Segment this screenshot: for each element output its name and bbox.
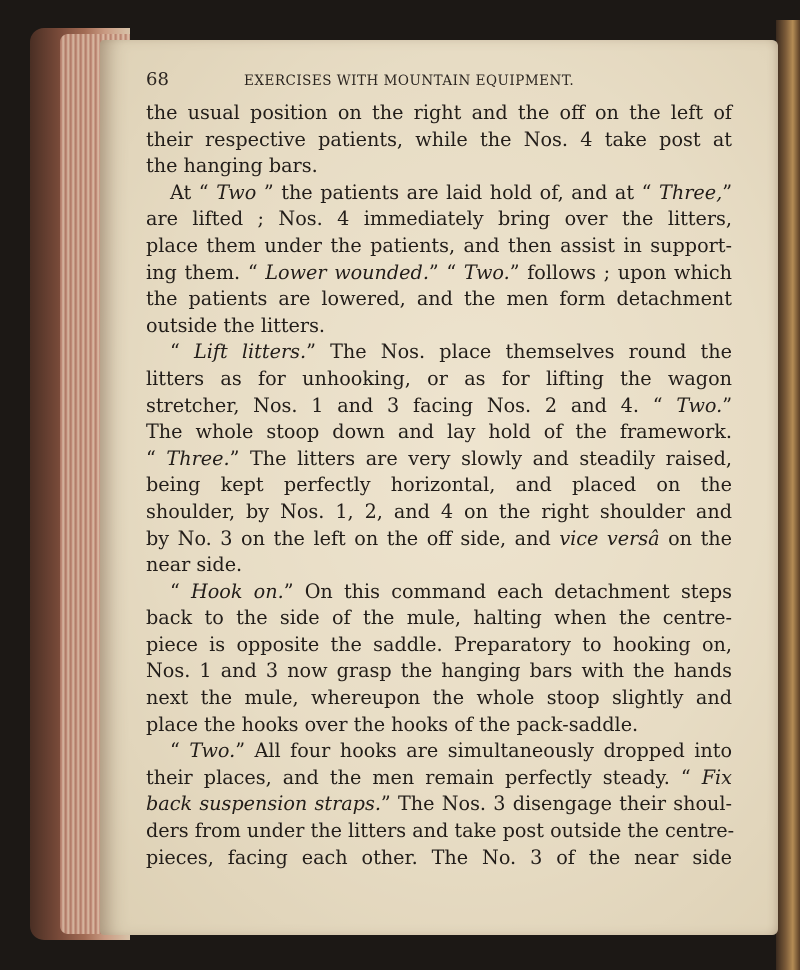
text-line <box>146 765 732 792</box>
text-line <box>146 419 732 446</box>
text-run: “ <box>170 739 190 763</box>
text-line <box>146 712 732 739</box>
text-line <box>146 233 732 260</box>
text-run: Fix <box>701 765 732 789</box>
text-line <box>146 605 732 632</box>
text-run: stretcher, Nos. 1 and 3 facing Nos. 2 and 4. “ <box>146 393 677 417</box>
running-head: EXERCISES WITH MOUNTAIN EQUIPMENT. <box>244 73 575 89</box>
text-run: by No. 3 on the left on the off side, and <box>146 526 560 550</box>
text-line <box>146 100 732 127</box>
text-run: Two <box>216 180 257 204</box>
text-run: their respective patients, while the Nos. 4 take post at <box>146 127 732 151</box>
text-line <box>146 393 732 420</box>
text-run: piece is opposite the saddle. Preparatory to hooking on, <box>146 632 732 656</box>
text-run: the hanging bars. <box>146 154 318 178</box>
text-run: Lift litters. <box>194 340 307 364</box>
text-run: on the <box>659 526 733 550</box>
text-line <box>146 260 732 287</box>
text-run: ” The litters are very slowly and steadily raised, <box>229 446 732 470</box>
text-run: are lifted ; Nos. 4 immediately bring over the litters, <box>146 207 732 231</box>
text-run: place them under the patients, and then assist in support- <box>146 233 732 257</box>
text-line <box>146 685 732 712</box>
text-run: the usual position on the right and the off on the left of <box>146 101 732 124</box>
text-line <box>146 313 732 340</box>
text-run: Hook on. <box>191 579 284 603</box>
text-run: vice versâ <box>559 526 660 550</box>
text-run: ” The Nos. 3 disengage their shoul- <box>380 792 732 816</box>
text-line <box>146 446 732 473</box>
text-run: Nos. 1 and 3 now grasp the hanging bars with the hands <box>146 659 732 683</box>
text-line <box>146 127 732 154</box>
book-page <box>100 40 778 935</box>
text-line <box>146 153 732 180</box>
text-run: ” follows ; upon which <box>509 260 732 284</box>
text-run: the patients are lowered, and the men form detachment <box>146 287 732 311</box>
text-run: near side. <box>146 553 243 577</box>
text-line <box>146 339 732 366</box>
text-run: ” <box>722 180 732 204</box>
text-run: next the mule, whereupon the whole stoop slightly and <box>146 686 732 710</box>
text-run: being kept perfectly horizontal, and placed on the <box>146 473 732 497</box>
text-line <box>146 366 732 393</box>
text-run: pieces, facing each other. The No. 3 of the near side <box>146 845 732 869</box>
facing-page-edge <box>776 20 800 970</box>
text-run: place the hooks over the hooks of the pack-saddle. <box>146 712 639 736</box>
text-line <box>146 526 732 553</box>
text-run: back to the side of the mule, halting when the centre- <box>146 606 732 630</box>
text-run: outside the litters. <box>146 313 326 337</box>
text-line <box>146 579 732 606</box>
text-line <box>146 658 732 685</box>
text-run: Two. <box>676 393 723 417</box>
text-run: ” <box>722 393 732 417</box>
text-run: back suspension straps. <box>146 792 381 816</box>
text-line <box>146 499 732 526</box>
text-run: ders from under the litters and take post outside the centre- <box>146 819 735 843</box>
text-run: shoulder, by Nos. 1, 2, and 4 on the right shoulder and <box>146 499 732 523</box>
text-line <box>146 472 732 499</box>
text-run: ing them. “ <box>146 260 266 284</box>
text-run: litters as for unhooking, or as for lifting the wagon <box>146 366 732 390</box>
page-header <box>146 67 746 93</box>
text-line <box>146 738 732 765</box>
text-run: ” “ <box>428 260 464 284</box>
text-run: Three, <box>659 180 723 204</box>
text-line <box>146 286 732 313</box>
text-run: ” All four hooks are simultaneously dropped into <box>235 739 732 763</box>
text-run: their places, and the men remain perfectly steady. “ <box>146 765 702 789</box>
text-line <box>146 206 732 233</box>
text-line <box>146 180 732 207</box>
text-line <box>146 845 732 872</box>
text-run: Three. <box>166 446 230 470</box>
body-text <box>146 100 735 871</box>
page-number: 68 <box>146 69 169 90</box>
text-run: ” The Nos. place themselves round the <box>306 340 732 364</box>
text-run: “ <box>146 446 167 470</box>
text-run: The whole stoop down and lay hold of the framework. <box>146 420 732 444</box>
text-run: “ <box>170 340 195 364</box>
text-line <box>146 818 735 845</box>
text-line <box>146 632 732 659</box>
text-run: Lower wounded. <box>265 260 429 284</box>
text-line <box>146 552 732 579</box>
text-run: At “ <box>170 180 217 204</box>
text-run: ” On this command each detachment steps <box>283 579 732 603</box>
text-line <box>146 791 732 818</box>
text-run: ” the patients are laid hold of, and at “ <box>256 180 660 204</box>
text-run: “ <box>170 579 192 603</box>
text-run: Two. <box>189 739 236 763</box>
text-run: Two. <box>463 260 510 284</box>
